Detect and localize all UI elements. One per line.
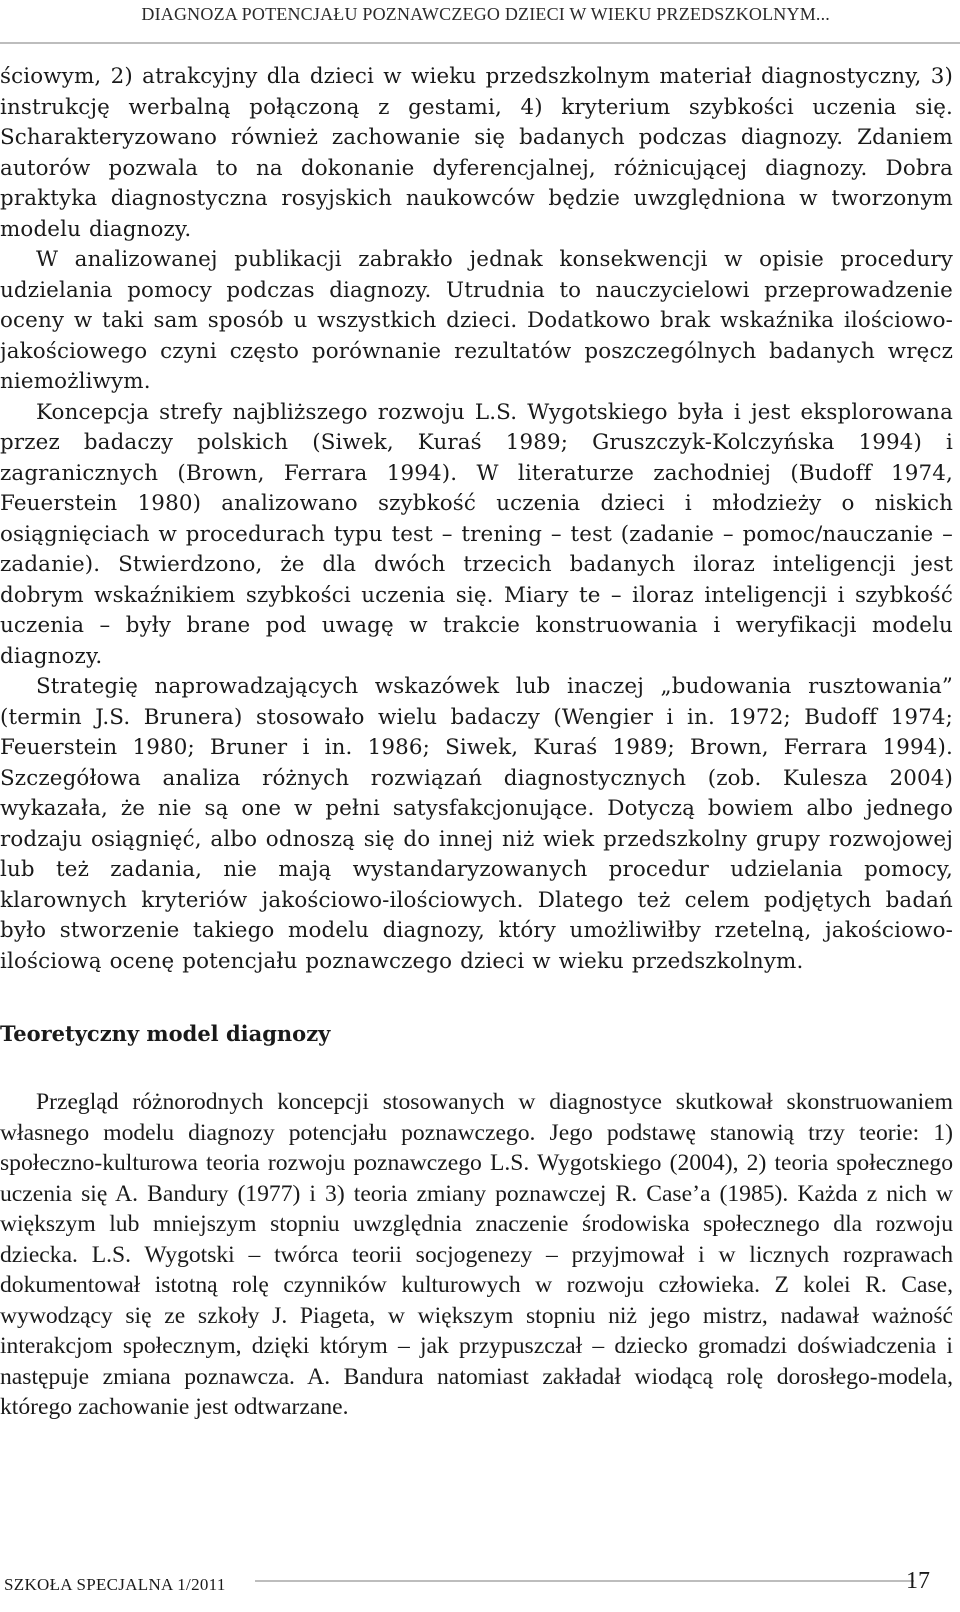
section-heading: Teoretyczny model diagnozy <box>0 1021 331 1046</box>
paragraph-continuation: ściowym, 2) atrakcyjny dla dzieci w wieku przedszkolnym materiał diagnostyczny, 3) instrukcję werbalną połączoną z gestami, 4) kryterium szybkości uczenia się. Scharakteryzowano również zachowanie się badanych podczas diagnozy. Zdaniem autorów pozwala to na dokonanie dyferencjalnej, różnicującej diagnozy. Dobra praktyka diagnostyczna rosyjskich naukowców będzie uwzględniona w tworzonym modelu diagnozy. <box>0 64 953 242</box>
page-footer <box>0 1568 960 1612</box>
paragraph-scaffolding-strategy: Strategię naprowadzających wskazówek lub inaczej „budowania rusztowania” (termin J.S. Brunera) stosowało wielu badaczy (Wengier i in. 1972; Budoff 1974; Feuerstein 1980; Bruner i in. 1986; Siwek, Kuraś 1989; Brown, Ferrara 1994). Szczegółowa analiza różnych rozwiązań diagnostycznych (zob. Kulesza 2004) wykazała, że nie są one w pełni satysfakcjonujące. Dotyczą bowiem albo jednego rodzaju osiągnięć, albo odnoszą się do innej niż wiek przedszkolny grupy rozwojowej lub też zadania, nie mają wystandaryzowanych procedur udzielania pomocy, klarownych kryteriów jakościowo-ilościowych. Dlatego też celem podjętych badań było stworzenie takiego modelu diagnozy, który umożliwiłby rzetelną, jakościowo-ilościową ocenę potencjału poznawczego dzieci w wieku przedszkolnym. <box>0 674 953 974</box>
page-content <box>0 62 953 1423</box>
paragraph-zpd-concept: Koncepcja strefy najbliższego rozwoju L.S. Wygotskiego była i jest eksplorowana przez badaczy polskich (Siwek, Kuraś 1989; Gruszczyk-Kolczyńska 1994) i zagranicznych (Brown, Ferrara 1994). W literaturze zachodniej (Budoff 1974, Feuerstein 1980) analizowano szybkość uczenia dzieci i młodzieży o niskich osiągnięciach w procedurach typu test – trening – test (zadanie – pomoc/nauczanie – zadanie). Stwierdzono, że dla dwóch trzecich badanych iloraz inteligencji jest dobrym wskaźnikiem szybkości uczenia się. Miary te – iloraz inteligencji i szybkość uczenia – były brane pod uwagę w trakcie konstruowania i weryfikacji modelu diagnozy. <box>0 399 953 669</box>
running-header <box>0 0 960 44</box>
running-title: DIAGNOZA POTENCJAŁU POZNAWCZEGO DZIECI W WIEKU PRZEDSZKOLNYM... <box>141 4 830 24</box>
paragraph-procedure-critique: W analizowanej publikacji zabrakło jednak konsekwencji w opisie procedury udzielania pomocy podczas diagnozy. Utrudnia to nauczycielowi przeprowadzenie oceny w taki sam sposób u wszystkich dzieci. Dodatkowo brak wskaźnika ilościowo-jakościowego czyni często porównanie rezultatów poszczególnych badanych wręcz niemożliwym. <box>0 247 953 394</box>
paragraph-theoretical-model: Przegląd różnorodnych koncepcji stosowanych w diagnostyce skutkował skonstruowaniem własnego modelu diagnozy potencjału poznawczego. Jego podstawę stanowią trzy teorie: 1) społeczno-kulturowa teoria rozwoju poznawczego L.S. Wygotskiego (2004), 2) teoria społecznego uczenia się A. Bandury (1977) i 3) teoria zmiany poznawczej R. Case’a (1985). Każda z nich w większym lub mniejszym stopniu uwzględnia znaczenie środowiska społecznego dla rozwoju dziecka. L.S. Wygotski – twórca teorii socjogenezy – przyjmował i w licznych rozprawach dokumentował istotną rolę czynników kulturowych w rozwoju człowieka. Z kolei R. Case, wywodzący się ze szkoły J. Piageta, w większym stopniu niż jego mistrz, nadawał ważność interakcjom społecznym, dzięki którym – jak przypuszczał – dziecko gromadzi doświadczenia i następuje zmiana poznawcza. A. Bandura natomiast zakładał wiodącą rolę dorosłego-modela, którego zachowanie jest odtwarzane. <box>0 1089 953 1420</box>
footer-divider <box>255 1580 914 1582</box>
page-number: 17 <box>906 1568 930 1594</box>
journal-name: SZKOŁA SPECJALNA 1/2011 <box>4 1575 226 1594</box>
